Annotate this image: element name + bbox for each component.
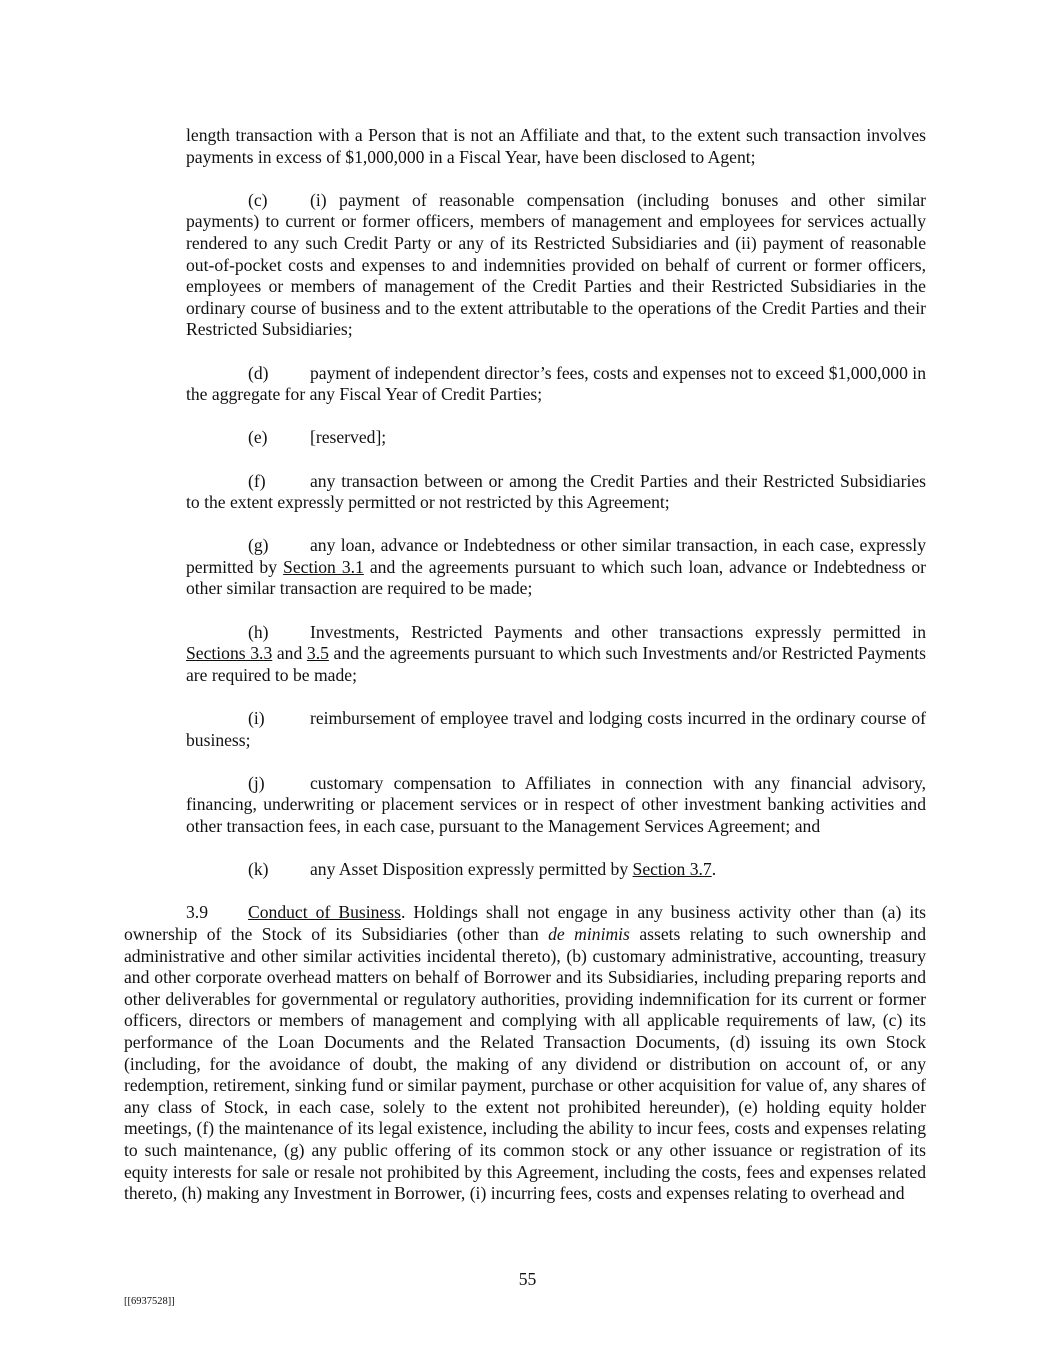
clause-j (186, 773, 926, 838)
clause-h (186, 622, 926, 687)
clause-d (186, 363, 926, 406)
paragraph-continuation (186, 125, 926, 168)
clause-text: (i) payment of reasonable compensation (including bonuses and other similar payments) to current or former officers, members of management and employees for services actually rendered to any such Credit Party or any of its Restricted Subsidiaries and (ii) payment of reasonable out-of-pocket costs and expenses to and indemnities provided on behalf of current or former officers, employees or members of management of the Credit Parties and their Restricted Subsidiaries in the ordinary course of business and to the extent attributable to the operations of the Credit Parties and their Restricted Subsidiaries; (186, 189, 926, 340)
clause-text: [reserved]; (310, 427, 387, 448)
clause-label: (d) (248, 362, 269, 383)
clause-i (186, 708, 926, 751)
clause-k (186, 859, 926, 881)
clause-g (186, 535, 926, 600)
italic-term: de minimis (548, 923, 630, 944)
clause-e (186, 427, 926, 449)
clause-label: (k) (248, 859, 269, 880)
clause-text: any Asset Disposition expressly permitted by (310, 859, 633, 880)
section-reference: Section 3.7 (632, 859, 712, 880)
clause-f (186, 471, 926, 514)
clause-label: (j) (248, 772, 265, 793)
clause-label: (h) (248, 621, 269, 642)
clause-label: (f) (248, 470, 266, 491)
document-id: [[6937528]] (124, 1296, 175, 1307)
clause-text: and (272, 643, 307, 664)
clause-text: customary compensation to Affiliates in connection with any financial advisory, financing, underwriting or placement services or in respect of other investment banking activities and other transaction fees, in each case, pursuant to the Management Services Agreement; and (186, 772, 926, 836)
document-body (124, 125, 926, 1226)
clause-text: and the agreements pursuant to which such Investments and/or Restricted Payments are required to be made; (186, 643, 927, 685)
clause-label: (g) (248, 535, 269, 556)
clause-text: length transaction with a Person that is not an Affiliate and that, to the extent such transaction involves payments in excess of $1,000,000 in a Fiscal Year, have been disclosed to Agent; (186, 125, 926, 167)
clause-text: and the agreements pursuant to which such loan, advance or Indebtedness or other similar transaction are required to be made; (186, 556, 926, 599)
clause-3.9 (124, 902, 926, 1204)
clause-label: (c) (248, 189, 268, 210)
clause-text: . (711, 859, 717, 880)
section-reference: Section 3.1 (283, 556, 364, 577)
clause-text: any loan, advance or Indebtedness or other similar transaction, in each case, expressly permitted by (186, 535, 926, 577)
section-reference: Conduct of Business (248, 902, 401, 923)
clause-text: assets relating to such ownership and administrative and other similar activities incidental thereto), (b) customary administrative, accounting, treasury and other corporate overhead matters on behalf of Borrower and its Subsidiaries, including preparing reports and other deliverables for governmental or regulatory authorities, providing indemnification for its current or former officers, directors or members of management and complying with all applicable requirements of law, (c) its performance of the Loan Documents and the Related Transaction Documents, (d) issuing its own Stock (including, for the avoidance of doubt, the making of any dividend or distribution on account of, or any redemption, retirement, sinking fund or similar payment, purchase or other acquisition for value of, any shares of any class of Stock, in each case, solely to the extent not prohibited hereunder), (e) holding equity holder meetings, (f) the maintenance of its legal existence, including the ability to incur fees, costs and expenses relating to such maintenance, (g) any public offering of its common stock or any other issuance or registration of its equity interests for sale or resale not prohibited by this Agreement, including the costs, fees and expenses related thereto, (h) making any Investment in Borrower, (i) incurring fees, costs and expenses relating to overhead and (124, 923, 926, 1204)
page-number: 55 (518, 1269, 537, 1289)
section-reference: Sections 3.3 (186, 643, 273, 664)
clause-text: . Holdings shall not engage in any business activity other than (a) its ownership of the Stock of its Subsidiaries (other than (124, 902, 926, 944)
clause-text: reimbursement of employee travel and lodging costs incurred in the ordinary course of business; (186, 708, 926, 750)
clause-label: 3.9 (186, 902, 208, 923)
clause-label: (i) (248, 708, 265, 729)
clause-c (186, 190, 926, 341)
clause-text: any transaction between or among the Credit Parties and their Restricted Subsidiaries to the extent expressly permitted or not restricted by this Agreement; (186, 470, 926, 513)
section-reference: 3.5 (306, 643, 329, 664)
clause-text: Investments, Restricted Payments and other transactions expressly permitted in (310, 621, 926, 642)
clause-label: (e) (248, 427, 268, 448)
clause-text: payment of independent director’s fees, costs and expenses not to exceed $1,000,000 in the aggregate for any Fiscal Year of Credit Parties; (186, 362, 926, 405)
